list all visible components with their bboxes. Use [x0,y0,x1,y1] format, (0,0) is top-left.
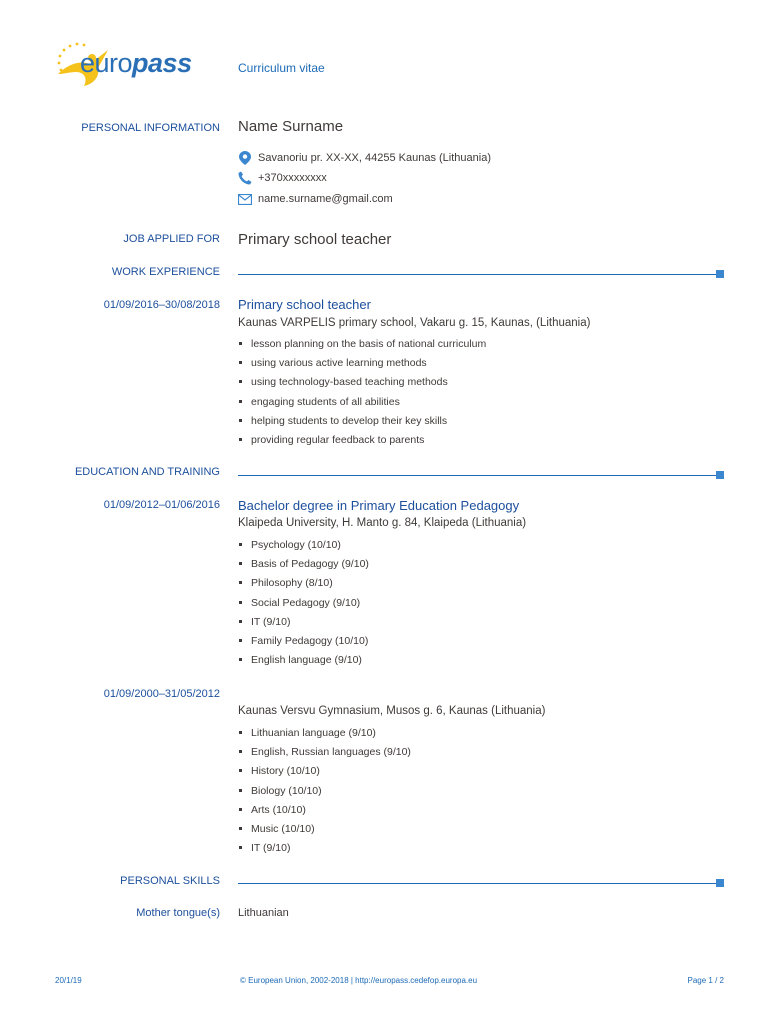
list-item: lesson planning on the basis of national curriculum [238,337,486,356]
section-divider [238,274,724,275]
work-entry-bullets [238,337,486,452]
education-entry-bullets [238,726,411,860]
list-item: IT (9/10) [238,615,369,634]
mother-tongue-label: Mother tongue(s) [136,907,220,919]
education-entry-title: Bachelor degree in Primary Education Pedagogy [238,498,520,513]
divider-square [716,471,724,479]
personal-information-label: PERSONAL INFORMATION [81,122,220,134]
section-divider [238,883,724,884]
list-item: using various active learning methods [238,356,486,375]
footer-page-number: Page 1 / 2 [687,976,724,985]
divider-square [716,270,724,278]
location-pin-icon [238,151,252,165]
education-entry-dates: 01/09/2012–01/06/2016 [103,499,220,511]
list-item: helping students to develop their key skills [238,414,486,433]
list-item: IT (9/10) [238,841,411,860]
list-item: engaging students of all abilities [238,395,486,414]
job-applied-label: JOB APPLIED FOR [123,233,220,245]
section-divider [238,475,724,476]
footer-copyright[interactable]: © European Union, 2002-2018 | http://europass.cedefop.europa.eu [240,976,478,985]
logo-wordmark: europass [80,48,192,78]
education-entry-institution: Klaipeda University, H. Manto g. 84, Klaipeda (Lithuania) [238,517,527,529]
list-item: Arts (10/10) [238,803,411,822]
work-entry-employer: Kaunas VARPELIS primary school, Vakaru g. 15, Kaunas, (Lithuania) [238,317,591,329]
list-item: Psychology (10/10) [238,538,369,557]
personal-skills-label: PERSONAL SKILLS [120,875,220,887]
mother-tongue-value: Lithuanian [238,907,289,919]
education-entry-bullets [238,538,369,672]
list-item: Lithuanian language (9/10) [238,726,411,745]
list-item: Family Pedagogy (10/10) [238,634,369,653]
envelope-icon [238,192,252,206]
email-text[interactable]: name.surname@gmail.com [258,193,393,205]
education-entry-institution: Kaunas Versvu Gymnasium, Musos g. 6, Kaunas (Lithuania) [238,705,546,717]
phone-text: +370xxxxxxxx [258,172,327,184]
document-title: Curriculum vitae [238,61,325,75]
work-experience-label: WORK EXPERIENCE [111,266,220,278]
list-item: Basis of Pedagogy (9/10) [238,557,369,576]
address-text: Savanoriu pr. XX-XX, 44255 Kaunas (Lithuania) [258,152,491,164]
divider-square [716,879,724,887]
list-item: Music (10/10) [238,822,411,841]
education-training-label: EDUCATION AND TRAINING [74,466,220,478]
work-entry-dates: 01/09/2016–30/08/2018 [103,299,220,311]
list-item: English language (9/10) [238,653,369,672]
list-item: History (10/10) [238,764,411,783]
list-item: English, Russian languages (9/10) [238,745,411,764]
address-line [238,151,491,165]
footer-date: 20/1/19 [55,976,82,985]
list-item: Biology (10/10) [238,784,411,803]
list-item: providing regular feedback to parents [238,433,486,452]
education-entry-dates: 01/09/2000–31/05/2012 [103,688,220,700]
list-item: using technology-based teaching methods [238,375,486,394]
email-line [238,192,393,206]
job-applied-value: Primary school teacher [238,231,392,248]
list-item: Philosophy (8/10) [238,576,369,595]
phone-line [238,171,327,185]
phone-icon [238,171,252,185]
applicant-name: Name Surname [238,118,344,135]
list-item: Social Pedagogy (9/10) [238,596,369,615]
work-entry-title: Primary school teacher [238,297,371,312]
